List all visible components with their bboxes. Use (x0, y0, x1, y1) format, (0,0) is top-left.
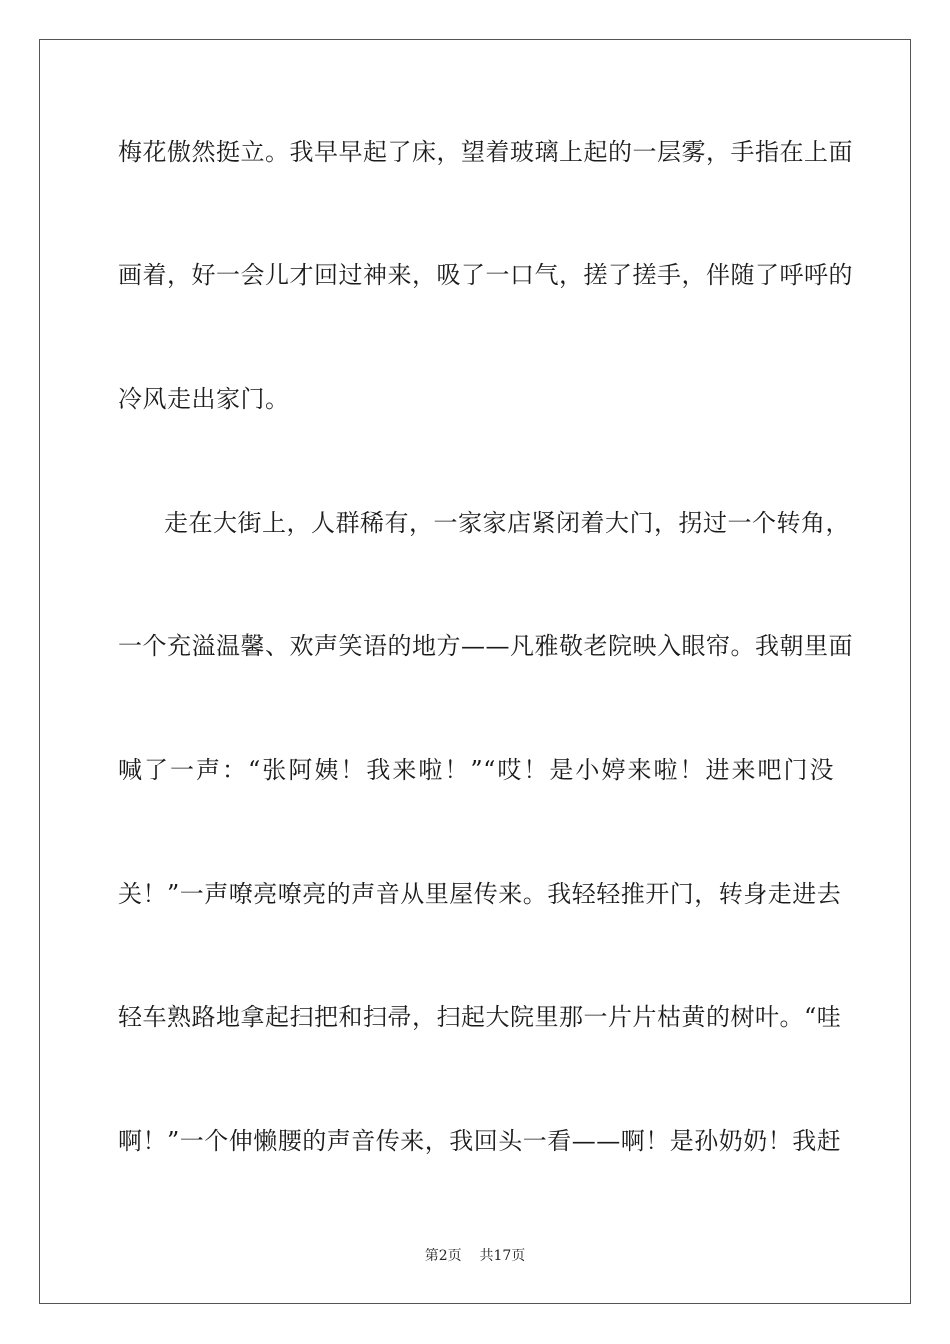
text-line: 冷风走出家门。 (118, 385, 290, 413)
text-line: 画着，好一会儿才回过神来，吸了一口气，搓了搓手，伴随了呼呼的 (118, 261, 853, 289)
page-border (39, 39, 911, 1304)
page-number: 第2页 (424, 1248, 462, 1264)
text-line: 关！”一声嘹亮嘹亮的声音从里屋传来。我轻轻推开门，转身走进去 (118, 880, 842, 908)
text-line: 一个充溢温馨、欢声笑语的地方——凡雅敬老院映入眼帘。我朝里面 (118, 632, 853, 660)
text-line-paragraph-start: 走在大街上，人群稀有，一家家店紧闭着大门，拐过一个转角， (164, 509, 850, 537)
text-line: 喊了一声：“张阿姨！我来啦！”“哎！是小婷来啦！进来吧门没 (118, 756, 834, 784)
page-footer (0, 1246, 950, 1266)
text-line: 啊！”一个伸懒腰的声音传来，我回头一看——啊！是孙奶奶！我赶 (118, 1127, 842, 1155)
page-total: 共17页 (479, 1248, 526, 1264)
text-line: 梅花傲然挺立。我早早起了床，望着玻璃上起的一层雾，手指在上面 (118, 138, 853, 166)
text-line: 轻车熟路地拿起扫把和扫帚，扫起大院里那一片片枯黄的树叶。“哇 (118, 1003, 842, 1031)
